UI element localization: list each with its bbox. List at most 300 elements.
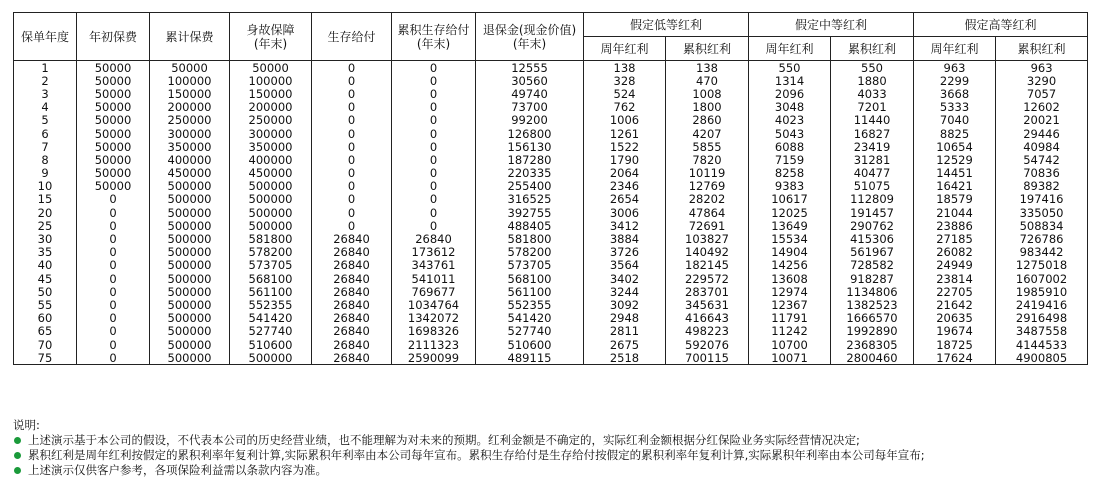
cell-cash-value: 220335 <box>476 167 584 180</box>
cell-survival-benefit: 0 <box>312 219 392 232</box>
cell-mid-annual-dividend: 11242 <box>749 325 831 338</box>
table-row <box>14 219 1088 232</box>
cell-year: 9 <box>14 167 77 180</box>
cell-mid-accum-dividend: 1880 <box>831 74 914 87</box>
cell-year: 75 <box>14 351 77 365</box>
cell-year: 8 <box>14 153 77 166</box>
cell-year: 50 <box>14 285 77 298</box>
cell-accum-survival: 0 <box>392 167 476 180</box>
bullet-icon <box>14 467 21 474</box>
bullet-icon <box>14 437 21 444</box>
cell-high-accum-dividend: 29446 <box>996 127 1088 140</box>
cell-annual-premium: 0 <box>77 193 150 206</box>
cell-accum-survival: 0 <box>392 74 476 87</box>
header-survival-benefit: 生存给付 <box>312 13 392 61</box>
header-death-benefit-line1: 身故保障 <box>246 22 295 37</box>
cell-low-annual-dividend: 3884 <box>584 232 666 245</box>
cell-mid-annual-dividend: 1314 <box>749 74 831 87</box>
cell-cumulative-premium: 200000 <box>150 101 230 114</box>
table-row <box>14 259 1088 272</box>
cell-low-accum-dividend: 700115 <box>666 351 749 365</box>
cell-mid-accum-dividend: 23419 <box>831 140 914 153</box>
header-high-annual-dividend: 周年红利 <box>914 37 996 61</box>
cell-death-benefit: 578200 <box>230 246 312 259</box>
note-text: 累积红利是周年红利按假定的累积利率年复利计算,实际累积年利率由本公司每年宣布。累积生存给付是生存给付按假定的累积利率年复利计算,实际累积年利率由本公司每年宣布; <box>28 448 925 462</box>
cell-mid-annual-dividend: 2096 <box>749 87 831 100</box>
cell-survival-benefit: 0 <box>312 87 392 100</box>
cell-accum-survival: 0 <box>392 193 476 206</box>
table-row <box>14 74 1088 87</box>
cell-high-accum-dividend: 4900805 <box>996 351 1088 365</box>
cell-low-annual-dividend: 2948 <box>584 312 666 325</box>
cell-annual-premium: 0 <box>77 246 150 259</box>
table-row <box>14 127 1088 140</box>
cell-cumulative-premium: 500000 <box>150 219 230 232</box>
cell-year: 40 <box>14 259 77 272</box>
cell-year: 5 <box>14 114 77 127</box>
cell-year: 2 <box>14 74 77 87</box>
cell-cash-value: 552355 <box>476 298 584 311</box>
cell-high-annual-dividend: 22705 <box>914 285 996 298</box>
header-cumulative-premium: 累计保费 <box>150 13 230 61</box>
cell-accum-survival: 0 <box>392 153 476 166</box>
cell-high-annual-dividend: 16421 <box>914 180 996 193</box>
cell-accum-survival: 2111323 <box>392 338 476 351</box>
cell-cash-value: 99200 <box>476 114 584 127</box>
header-mid-accum-dividend: 累积红利 <box>831 37 914 61</box>
cell-high-accum-dividend: 3290 <box>996 74 1088 87</box>
cell-death-benefit: 552355 <box>230 298 312 311</box>
cell-cash-value: 489115 <box>476 351 584 365</box>
cell-year: 55 <box>14 298 77 311</box>
header-year: 保单年度 <box>14 13 77 61</box>
cell-mid-accum-dividend: 728582 <box>831 259 914 272</box>
cell-low-accum-dividend: 498223 <box>666 325 749 338</box>
cell-high-accum-dividend: 1275018 <box>996 259 1088 272</box>
cell-death-benefit: 581800 <box>230 232 312 245</box>
cell-low-annual-dividend: 1006 <box>584 114 666 127</box>
cell-annual-premium: 50000 <box>77 180 150 193</box>
cell-low-annual-dividend: 1790 <box>584 153 666 166</box>
cell-mid-accum-dividend: 191457 <box>831 206 914 219</box>
cell-death-benefit: 150000 <box>230 87 312 100</box>
cell-year: 7 <box>14 140 77 153</box>
cell-cash-value: 73700 <box>476 101 584 114</box>
cell-accum-survival: 343761 <box>392 259 476 272</box>
cell-year: 25 <box>14 219 77 232</box>
cell-high-annual-dividend: 24949 <box>914 259 996 272</box>
cell-death-benefit: 561100 <box>230 285 312 298</box>
notes-title: 说明: <box>13 418 40 432</box>
cell-survival-benefit: 26840 <box>312 338 392 351</box>
cell-low-accum-dividend: 140492 <box>666 246 749 259</box>
cell-mid-accum-dividend: 1134806 <box>831 285 914 298</box>
cell-year: 20 <box>14 206 77 219</box>
table-row <box>14 246 1088 259</box>
table-row <box>14 101 1088 114</box>
cell-high-annual-dividend: 18579 <box>914 193 996 206</box>
cell-survival-benefit: 0 <box>312 153 392 166</box>
cell-low-annual-dividend: 3402 <box>584 272 666 285</box>
cell-mid-accum-dividend: 1382523 <box>831 298 914 311</box>
cell-high-accum-dividend: 40984 <box>996 140 1088 153</box>
cell-low-accum-dividend: 72691 <box>666 219 749 232</box>
cell-annual-premium: 50000 <box>77 127 150 140</box>
cell-low-annual-dividend: 524 <box>584 87 666 100</box>
cell-survival-benefit: 0 <box>312 101 392 114</box>
cell-accum-survival: 0 <box>392 180 476 193</box>
cell-annual-premium: 50000 <box>77 140 150 153</box>
cell-cash-value: 49740 <box>476 87 584 100</box>
cell-mid-annual-dividend: 13608 <box>749 272 831 285</box>
cell-survival-benefit: 26840 <box>312 325 392 338</box>
cell-death-benefit: 250000 <box>230 114 312 127</box>
header-cash-value-line1: 退保金(现金价值) <box>482 22 577 37</box>
cell-accum-survival: 26840 <box>392 232 476 245</box>
table-header <box>14 13 1088 61</box>
cell-year: 1 <box>14 61 77 75</box>
cell-mid-annual-dividend: 12367 <box>749 298 831 311</box>
cell-cumulative-premium: 450000 <box>150 167 230 180</box>
cell-year: 10 <box>14 180 77 193</box>
cell-cumulative-premium: 500000 <box>150 351 230 365</box>
cell-mid-annual-dividend: 4023 <box>749 114 831 127</box>
cell-annual-premium: 0 <box>77 206 150 219</box>
cell-death-benefit: 350000 <box>230 140 312 153</box>
cell-high-annual-dividend: 8825 <box>914 127 996 140</box>
header-death-benefit <box>230 13 312 61</box>
table-row <box>14 298 1088 311</box>
cell-high-annual-dividend: 12529 <box>914 153 996 166</box>
cell-high-annual-dividend: 27185 <box>914 232 996 245</box>
cell-mid-annual-dividend: 9383 <box>749 180 831 193</box>
cell-high-annual-dividend: 21044 <box>914 206 996 219</box>
cell-high-accum-dividend: 3487558 <box>996 325 1088 338</box>
cell-low-accum-dividend: 592076 <box>666 338 749 351</box>
cell-survival-benefit: 26840 <box>312 285 392 298</box>
cell-accum-survival: 1698326 <box>392 325 476 338</box>
cell-accum-survival: 0 <box>392 219 476 232</box>
cell-high-accum-dividend: 1607002 <box>996 272 1088 285</box>
header-accum-survival <box>392 13 476 61</box>
cell-death-benefit: 510600 <box>230 338 312 351</box>
cell-year: 15 <box>14 193 77 206</box>
cell-annual-premium: 0 <box>77 338 150 351</box>
cell-cumulative-premium: 500000 <box>150 325 230 338</box>
cell-cash-value: 12555 <box>476 61 584 75</box>
cell-death-benefit: 200000 <box>230 101 312 114</box>
table-row <box>14 206 1088 219</box>
note-item <box>13 463 1087 478</box>
notes-section <box>13 418 1087 478</box>
cell-annual-premium: 0 <box>77 272 150 285</box>
cell-mid-accum-dividend: 31281 <box>831 153 914 166</box>
cell-high-annual-dividend: 23886 <box>914 219 996 232</box>
cell-annual-premium: 0 <box>77 298 150 311</box>
cell-death-benefit: 300000 <box>230 127 312 140</box>
cell-high-accum-dividend: 7057 <box>996 87 1088 100</box>
cell-cumulative-premium: 50000 <box>150 61 230 75</box>
cell-high-annual-dividend: 10654 <box>914 140 996 153</box>
cell-high-annual-dividend: 3668 <box>914 87 996 100</box>
table-row <box>14 338 1088 351</box>
header-mid-annual-dividend: 周年红利 <box>749 37 831 61</box>
cell-accum-survival: 1342072 <box>392 312 476 325</box>
cell-cumulative-premium: 500000 <box>150 206 230 219</box>
cell-mid-accum-dividend: 16827 <box>831 127 914 140</box>
cell-accum-survival: 541011 <box>392 272 476 285</box>
cell-high-annual-dividend: 21642 <box>914 298 996 311</box>
bullet-icon <box>14 452 21 459</box>
note-text: 上述演示仅供客户参考，各项保险利益需以条款内容为准。 <box>28 463 327 477</box>
table-row <box>14 351 1088 365</box>
cell-low-accum-dividend: 1800 <box>666 101 749 114</box>
cell-annual-premium: 0 <box>77 285 150 298</box>
cell-survival-benefit: 26840 <box>312 232 392 245</box>
cell-low-accum-dividend: 4207 <box>666 127 749 140</box>
cell-death-benefit: 500000 <box>230 180 312 193</box>
cell-cash-value: 541420 <box>476 312 584 325</box>
cell-annual-premium: 50000 <box>77 153 150 166</box>
cell-mid-annual-dividend: 14256 <box>749 259 831 272</box>
cell-cash-value: 255400 <box>476 180 584 193</box>
cell-annual-premium: 0 <box>77 219 150 232</box>
cell-accum-survival: 0 <box>392 101 476 114</box>
cell-high-annual-dividend: 17624 <box>914 351 996 365</box>
cell-high-annual-dividend: 20635 <box>914 312 996 325</box>
cell-mid-annual-dividend: 10700 <box>749 338 831 351</box>
cell-low-annual-dividend: 3092 <box>584 298 666 311</box>
cell-annual-premium: 50000 <box>77 61 150 75</box>
cell-low-annual-dividend: 138 <box>584 61 666 75</box>
cell-accum-survival: 0 <box>392 87 476 100</box>
cell-low-annual-dividend: 1261 <box>584 127 666 140</box>
cell-high-annual-dividend: 2299 <box>914 74 996 87</box>
cell-low-annual-dividend: 3244 <box>584 285 666 298</box>
cell-annual-premium: 0 <box>77 259 150 272</box>
cell-annual-premium: 0 <box>77 312 150 325</box>
cell-survival-benefit: 26840 <box>312 351 392 365</box>
cell-low-annual-dividend: 2518 <box>584 351 666 365</box>
cell-cash-value: 568100 <box>476 272 584 285</box>
cell-annual-premium: 50000 <box>77 167 150 180</box>
cell-mid-annual-dividend: 10071 <box>749 351 831 365</box>
table-row <box>14 193 1088 206</box>
header-scenario-mid: 假定中等红利 <box>749 13 914 37</box>
cell-mid-annual-dividend: 5043 <box>749 127 831 140</box>
cell-mid-annual-dividend: 6088 <box>749 140 831 153</box>
header-low-accum-dividend: 累积红利 <box>666 37 749 61</box>
cell-mid-annual-dividend: 10617 <box>749 193 831 206</box>
cell-low-accum-dividend: 10119 <box>666 167 749 180</box>
cell-cumulative-premium: 500000 <box>150 180 230 193</box>
cell-death-benefit: 500000 <box>230 193 312 206</box>
note-item <box>13 433 1087 448</box>
cell-mid-accum-dividend: 290762 <box>831 219 914 232</box>
table-row <box>14 180 1088 193</box>
cell-cumulative-premium: 300000 <box>150 127 230 140</box>
benefit-table <box>13 12 1088 365</box>
cell-low-accum-dividend: 345631 <box>666 298 749 311</box>
cell-survival-benefit: 26840 <box>312 298 392 311</box>
cell-annual-premium: 50000 <box>77 114 150 127</box>
cell-annual-premium: 0 <box>77 325 150 338</box>
cell-cumulative-premium: 150000 <box>150 87 230 100</box>
table-row <box>14 312 1088 325</box>
cell-mid-annual-dividend: 550 <box>749 61 831 75</box>
header-annual-premium: 年初保费 <box>77 13 150 61</box>
cell-survival-benefit: 0 <box>312 114 392 127</box>
cell-mid-annual-dividend: 14904 <box>749 246 831 259</box>
cell-high-accum-dividend: 726786 <box>996 232 1088 245</box>
cell-year: 4 <box>14 101 77 114</box>
cell-low-accum-dividend: 182145 <box>666 259 749 272</box>
cell-cash-value: 581800 <box>476 232 584 245</box>
cell-low-accum-dividend: 47864 <box>666 206 749 219</box>
header-death-benefit-line2: (年末) <box>253 36 288 51</box>
cell-mid-accum-dividend: 51075 <box>831 180 914 193</box>
cell-survival-benefit: 0 <box>312 193 392 206</box>
cell-high-accum-dividend: 335050 <box>996 206 1088 219</box>
cell-low-accum-dividend: 1008 <box>666 87 749 100</box>
cell-high-accum-dividend: 12602 <box>996 101 1088 114</box>
cell-cumulative-premium: 250000 <box>150 114 230 127</box>
cell-high-accum-dividend: 20021 <box>996 114 1088 127</box>
cell-cash-value: 126800 <box>476 127 584 140</box>
cell-low-accum-dividend: 103827 <box>666 232 749 245</box>
header-accum-survival-line1: 累积生存给付 <box>397 22 470 37</box>
table-row <box>14 87 1088 100</box>
cell-mid-annual-dividend: 12025 <box>749 206 831 219</box>
cell-high-accum-dividend: 963 <box>996 61 1088 75</box>
cell-accum-survival: 0 <box>392 127 476 140</box>
cell-cash-value: 510600 <box>476 338 584 351</box>
cell-cumulative-premium: 500000 <box>150 259 230 272</box>
header-high-accum-dividend: 累积红利 <box>996 37 1088 61</box>
cell-death-benefit: 573705 <box>230 259 312 272</box>
cell-high-annual-dividend: 5333 <box>914 101 996 114</box>
cell-year: 60 <box>14 312 77 325</box>
cell-accum-survival: 0 <box>392 206 476 219</box>
cell-high-accum-dividend: 983442 <box>996 246 1088 259</box>
cell-death-benefit: 500000 <box>230 219 312 232</box>
cell-low-accum-dividend: 138 <box>666 61 749 75</box>
cell-cash-value: 187280 <box>476 153 584 166</box>
cell-mid-accum-dividend: 40477 <box>831 167 914 180</box>
cell-high-accum-dividend: 70836 <box>996 167 1088 180</box>
cell-low-accum-dividend: 2860 <box>666 114 749 127</box>
cell-low-accum-dividend: 283701 <box>666 285 749 298</box>
cell-year: 6 <box>14 127 77 140</box>
cell-death-benefit: 400000 <box>230 153 312 166</box>
cell-mid-accum-dividend: 7201 <box>831 101 914 114</box>
cell-death-benefit: 541420 <box>230 312 312 325</box>
cell-mid-annual-dividend: 7159 <box>749 153 831 166</box>
cell-year: 35 <box>14 246 77 259</box>
header-scenario-low: 假定低等红利 <box>584 13 749 37</box>
cell-survival-benefit: 0 <box>312 167 392 180</box>
cell-annual-premium: 0 <box>77 232 150 245</box>
cell-year: 3 <box>14 87 77 100</box>
cell-survival-benefit: 0 <box>312 74 392 87</box>
cell-mid-accum-dividend: 112809 <box>831 193 914 206</box>
cell-accum-survival: 173612 <box>392 246 476 259</box>
table-row <box>14 325 1088 338</box>
cell-death-benefit: 568100 <box>230 272 312 285</box>
cell-cumulative-premium: 500000 <box>150 193 230 206</box>
cell-low-annual-dividend: 3726 <box>584 246 666 259</box>
header-cash-value-line2: (年末) <box>512 36 547 51</box>
cell-cumulative-premium: 500000 <box>150 285 230 298</box>
cell-cumulative-premium: 100000 <box>150 74 230 87</box>
cell-mid-accum-dividend: 4033 <box>831 87 914 100</box>
cell-mid-annual-dividend: 8258 <box>749 167 831 180</box>
cell-low-annual-dividend: 2811 <box>584 325 666 338</box>
cell-cumulative-premium: 350000 <box>150 140 230 153</box>
header-cash-value <box>476 13 584 61</box>
cell-cash-value: 488405 <box>476 219 584 232</box>
cell-mid-accum-dividend: 550 <box>831 61 914 75</box>
table-body <box>14 61 1088 365</box>
note-text: 上述演示基于本公司的假设，不代表本公司的历史经营业绩，也不能理解为对未来的预期。红利金额是不确定的，实际红利金额根据分红保险业务实际经营情况决定; <box>28 433 860 447</box>
cell-accum-survival: 1034764 <box>392 298 476 311</box>
cell-low-accum-dividend: 12769 <box>666 180 749 193</box>
cell-accum-survival: 0 <box>392 140 476 153</box>
cell-death-benefit: 500000 <box>230 206 312 219</box>
cell-survival-benefit: 26840 <box>312 312 392 325</box>
cell-mid-accum-dividend: 561967 <box>831 246 914 259</box>
cell-cash-value: 316525 <box>476 193 584 206</box>
note-item <box>13 448 1087 463</box>
cell-survival-benefit: 0 <box>312 140 392 153</box>
cell-year: 65 <box>14 325 77 338</box>
cell-survival-benefit: 26840 <box>312 246 392 259</box>
cell-cash-value: 561100 <box>476 285 584 298</box>
cell-death-benefit: 500000 <box>230 351 312 365</box>
table-row <box>14 140 1088 153</box>
cell-high-annual-dividend: 26082 <box>914 246 996 259</box>
cell-year: 30 <box>14 232 77 245</box>
cell-high-accum-dividend: 197416 <box>996 193 1088 206</box>
cell-cumulative-premium: 500000 <box>150 312 230 325</box>
cell-accum-survival: 0 <box>392 61 476 75</box>
cell-low-accum-dividend: 28202 <box>666 193 749 206</box>
cell-low-annual-dividend: 1522 <box>584 140 666 153</box>
cell-accum-survival: 0 <box>392 114 476 127</box>
cell-low-annual-dividend: 762 <box>584 101 666 114</box>
cell-low-accum-dividend: 470 <box>666 74 749 87</box>
cell-year: 70 <box>14 338 77 351</box>
cell-cumulative-premium: 400000 <box>150 153 230 166</box>
cell-cumulative-premium: 500000 <box>150 338 230 351</box>
cell-survival-benefit: 0 <box>312 206 392 219</box>
cell-survival-benefit: 0 <box>312 127 392 140</box>
table-row <box>14 61 1088 75</box>
cell-high-annual-dividend: 14451 <box>914 167 996 180</box>
cell-mid-accum-dividend: 2368305 <box>831 338 914 351</box>
cell-accum-survival: 769677 <box>392 285 476 298</box>
cell-low-annual-dividend: 2654 <box>584 193 666 206</box>
cell-mid-annual-dividend: 11791 <box>749 312 831 325</box>
cell-low-annual-dividend: 3412 <box>584 219 666 232</box>
cell-cash-value: 527740 <box>476 325 584 338</box>
cell-cash-value: 392755 <box>476 206 584 219</box>
cell-mid-annual-dividend: 12974 <box>749 285 831 298</box>
table-row <box>14 232 1088 245</box>
header-accum-survival-line2: (年末) <box>416 36 451 51</box>
cell-cumulative-premium: 500000 <box>150 232 230 245</box>
cell-cumulative-premium: 500000 <box>150 272 230 285</box>
